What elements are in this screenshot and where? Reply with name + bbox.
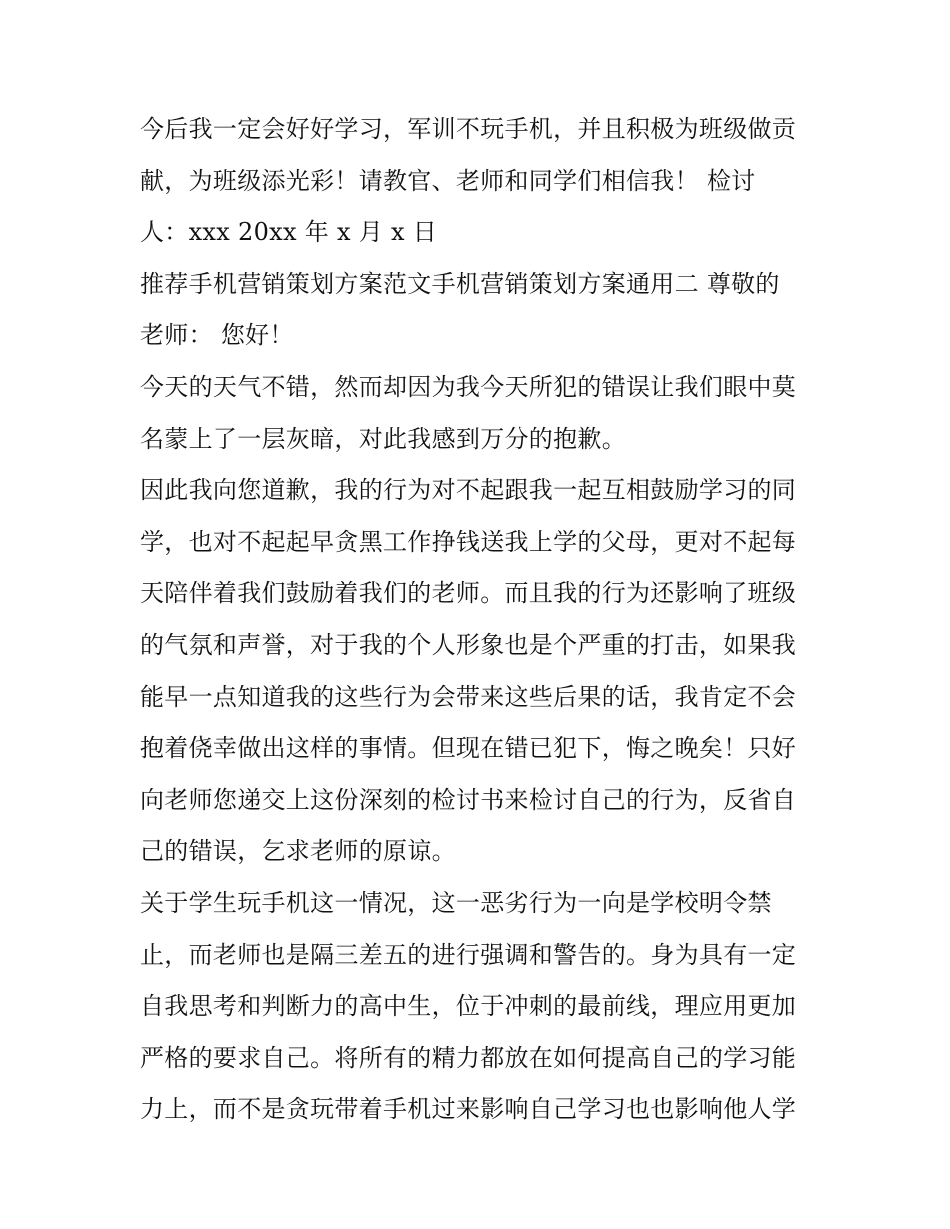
text-line: 力上，而不是贪玩带着手机过来影响自己学习也也影响他人学 xyxy=(140,1095,797,1124)
text-line: 因此我向您道歉，我的行为对不起跟我一起互相鼓励学习的同 xyxy=(140,476,797,505)
text-line: 止，而老师也是隔三差五的进行强调和警告的。身为具有一定 xyxy=(140,940,797,969)
text-line: 学，也对不起起早贪黑工作挣钱送我上学的父母，更对不起每 xyxy=(140,527,797,556)
text-line: 名蒙上了一层灰暗，对此我感到万分的抱歉。 xyxy=(140,424,626,453)
text-line: 抱着侥幸做出这样的事情。但现在错已犯下，悔之晚矣！只好 xyxy=(140,734,797,763)
text-line: 严格的要求自己。将所有的精力都放在如何提高自己的学习能 xyxy=(140,1043,797,1072)
text-line: 人：xxx 20xx 年 x 月 x 日 xyxy=(140,218,438,247)
text-line: 天陪伴着我们鼓励着我们的老师。而且我的行为还影响了班级 xyxy=(140,579,797,608)
text-line: 关于学生玩手机这一情况，这一恶劣行为一向是学校明令禁 xyxy=(140,888,772,917)
text-line: 向老师您递交上这份深刻的检讨书来检讨自己的行为，反省自 xyxy=(140,785,797,814)
text-line: 今天的天气不错，然而却因为我今天所犯的错误让我们眼中莫 xyxy=(140,372,797,401)
text-line: 推荐手机营销策划方案范文手机营销策划方案通用二 尊敬的 xyxy=(140,269,780,298)
text-line: 今后我一定会好好学习，军训不玩手机，并且积极为班级做贡 xyxy=(140,115,797,143)
text-line: 老师： 您好！ xyxy=(140,321,294,350)
text-line: 自我思考和判断力的高中生，位于冲刺的最前线，理应用更加 xyxy=(140,992,797,1021)
text-line: 己的错误，乞求老师的原谅。 xyxy=(140,837,456,866)
text-line: 的气氛和声誉，对于我的个人形象也是个严重的打击，如果我 xyxy=(140,630,797,659)
document-body xyxy=(140,104,820,1136)
text-line: 能早一点知道我的这些行为会带来这些后果的话，我肯定不会 xyxy=(140,682,797,711)
text-line: 献，为班级添光彩！请教官、老师和同学们相信我！ 检讨 xyxy=(140,166,756,195)
